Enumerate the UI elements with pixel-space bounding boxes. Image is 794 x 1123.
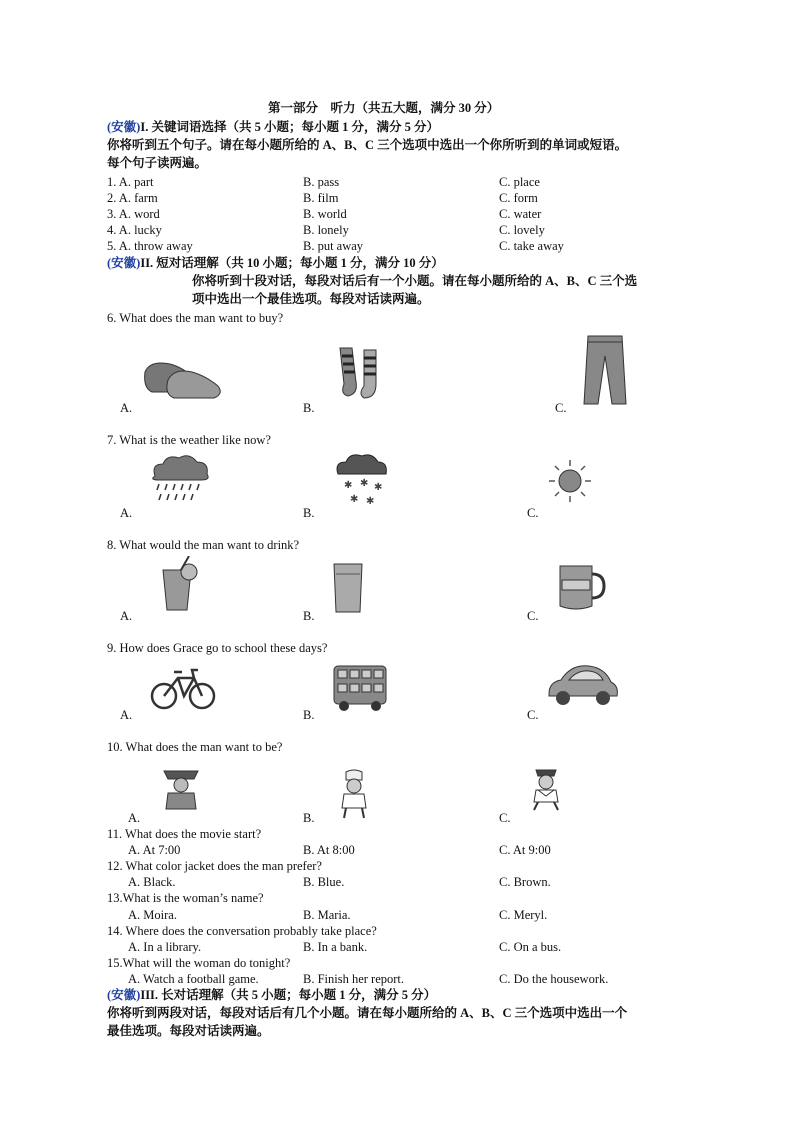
q1-option-c: C. place xyxy=(499,175,540,189)
svg-text:✱: ✱ xyxy=(344,480,353,491)
q7-label-b: B. xyxy=(303,506,315,520)
q9-label-b: B. xyxy=(303,708,315,722)
q15-option-c: C. Do the housework. xyxy=(499,972,609,986)
q13-option-c: C. Meryl. xyxy=(499,908,548,922)
q3-option-c: C. water xyxy=(499,207,542,221)
car-icon xyxy=(545,660,621,710)
q13-option-b: B. Maria. xyxy=(303,908,351,922)
socks-icon xyxy=(330,344,390,404)
q12-option-c: C. Brown. xyxy=(499,875,551,889)
q12-question: 12. What color jacket does the man prefer? xyxy=(107,859,322,873)
section1-title: I. 关键词语选择（共 5 小题；每小题 1 分，满分 5 分） xyxy=(140,120,439,134)
milk-glass-icon xyxy=(330,560,370,615)
q11-option-b: B. At 8:00 xyxy=(303,843,355,857)
region-tag: (安徽) xyxy=(107,256,141,270)
q9-label-c: C. xyxy=(527,708,539,722)
q13-option-a: A. Moira. xyxy=(128,908,177,922)
q5-option-a: 5. A. throw away xyxy=(107,239,193,253)
region-tag: (安徽) xyxy=(107,120,141,134)
q5-option-b: B. put away xyxy=(303,239,364,253)
q7-label-a: A. xyxy=(120,506,133,520)
bicycle-icon xyxy=(150,666,216,712)
q15-option-b: B. Finish her report. xyxy=(303,972,405,986)
section2-heading xyxy=(107,255,444,271)
q8-question: 8. What would the man want to drink? xyxy=(107,538,300,552)
q10-label-b: B. xyxy=(303,811,315,825)
page-title: 第一部分 听力（共五大题，满分 30 分） xyxy=(268,101,500,115)
q14-option-a: A. In a library. xyxy=(128,940,202,954)
q4-option-b: B. lonely xyxy=(303,223,349,237)
q15-question: 15.What will the woman do tonight? xyxy=(107,956,291,970)
section3-instruction: 你将听到两段对话，每段对话后有几个小题。请在每小题所给的 A、B、C 三个选项中选出一个 xyxy=(107,1006,628,1020)
q5-option-c: C. take away xyxy=(499,239,564,253)
svg-text:✱: ✱ xyxy=(366,496,375,507)
bus-icon xyxy=(330,662,390,712)
q14-question: 14. Where does the conversation probably take place? xyxy=(107,924,377,938)
q10-question: 10. What does the man want to be? xyxy=(107,740,283,754)
trousers-icon xyxy=(580,334,630,406)
section1-instruction: 你将听到五个句子。请在每小题所给的 A、B、C 三个选项中选出一个你所听到的单词或短语。 xyxy=(107,138,628,152)
q2-option-a: 2. A. farm xyxy=(107,191,158,205)
q6-question: 6. What does the man want to buy? xyxy=(107,311,284,325)
section1-instruction-2: 每个句子读两遍。 xyxy=(107,156,208,170)
section2-instruction: 你将听到十段对话，每段对话后有一个小题。请在每小题所给的 A、B、C 三个选 xyxy=(192,274,638,288)
sailor-icon xyxy=(518,764,573,812)
q2-option-c: C. form xyxy=(499,191,538,205)
shoes-icon xyxy=(140,352,230,402)
juice-glass-icon xyxy=(155,556,200,614)
rain-cloud-icon xyxy=(145,452,215,508)
cook-icon xyxy=(328,768,383,820)
q2-option-b: B. film xyxy=(303,191,339,205)
q9-label-a: A. xyxy=(120,708,133,722)
q12-option-b: B. Blue. xyxy=(303,875,345,889)
q4-option-a: 4. A. lucky xyxy=(107,223,162,237)
svg-text:✱: ✱ xyxy=(350,494,359,505)
q10-label-a: A. xyxy=(128,811,141,825)
q14-option-b: B. In a bank. xyxy=(303,940,368,954)
q4-option-c: C. lovely xyxy=(499,223,545,237)
q7-question: 7. What is the weather like now? xyxy=(107,433,271,447)
q11-question: 11. What does the movie start? xyxy=(107,827,262,841)
q3-option-a: 3. A. word xyxy=(107,207,160,221)
q6-label-c: C. xyxy=(555,401,567,415)
q6-label-a: A. xyxy=(120,401,133,415)
q9-question: 9. How does Grace go to school these days? xyxy=(107,641,328,655)
sun-icon xyxy=(545,456,595,506)
q11-option-c: C. At 9:00 xyxy=(499,843,551,857)
q12-option-a: A. Black. xyxy=(128,875,176,889)
policeman-icon xyxy=(150,763,212,813)
section2-title: II. 短对话理解（共 10 小题；每小题 1 分，满分 10 分） xyxy=(140,256,444,270)
section2-instruction-2: 项中选出一个最佳选项。每段对话读两遍。 xyxy=(192,292,430,306)
q8-label-b: B. xyxy=(303,609,315,623)
snow-cloud-icon xyxy=(330,452,390,508)
q13-question: 13.What is the woman’s name? xyxy=(107,891,264,905)
section3-title: III. 长对话理解（共 5 小题；每小题 1 分，满分 5 分） xyxy=(140,988,437,1002)
q15-option-a: A. Watch a football game. xyxy=(128,972,259,986)
q8-label-c: C. xyxy=(527,609,539,623)
q3-option-b: B. world xyxy=(303,207,347,221)
svg-text:✱: ✱ xyxy=(360,478,369,489)
q7-label-c: C. xyxy=(527,506,539,520)
svg-text:✱: ✱ xyxy=(374,482,383,493)
region-tag: (安徽) xyxy=(107,988,141,1002)
q10-label-c: C. xyxy=(499,811,511,825)
section3-heading xyxy=(107,987,436,1003)
q14-option-c: C. On a bus. xyxy=(499,940,562,954)
section3-instruction-2: 最佳选项。每段对话读两遍。 xyxy=(107,1024,270,1038)
q6-label-b: B. xyxy=(303,401,315,415)
q1-option-b: B. pass xyxy=(303,175,340,189)
q8-label-a: A. xyxy=(120,609,133,623)
coffee-mug-icon xyxy=(552,556,607,614)
q1-option-a: 1. A. part xyxy=(107,175,154,189)
section1-heading xyxy=(107,119,439,135)
q11-option-a: A. At 7:00 xyxy=(128,843,181,857)
